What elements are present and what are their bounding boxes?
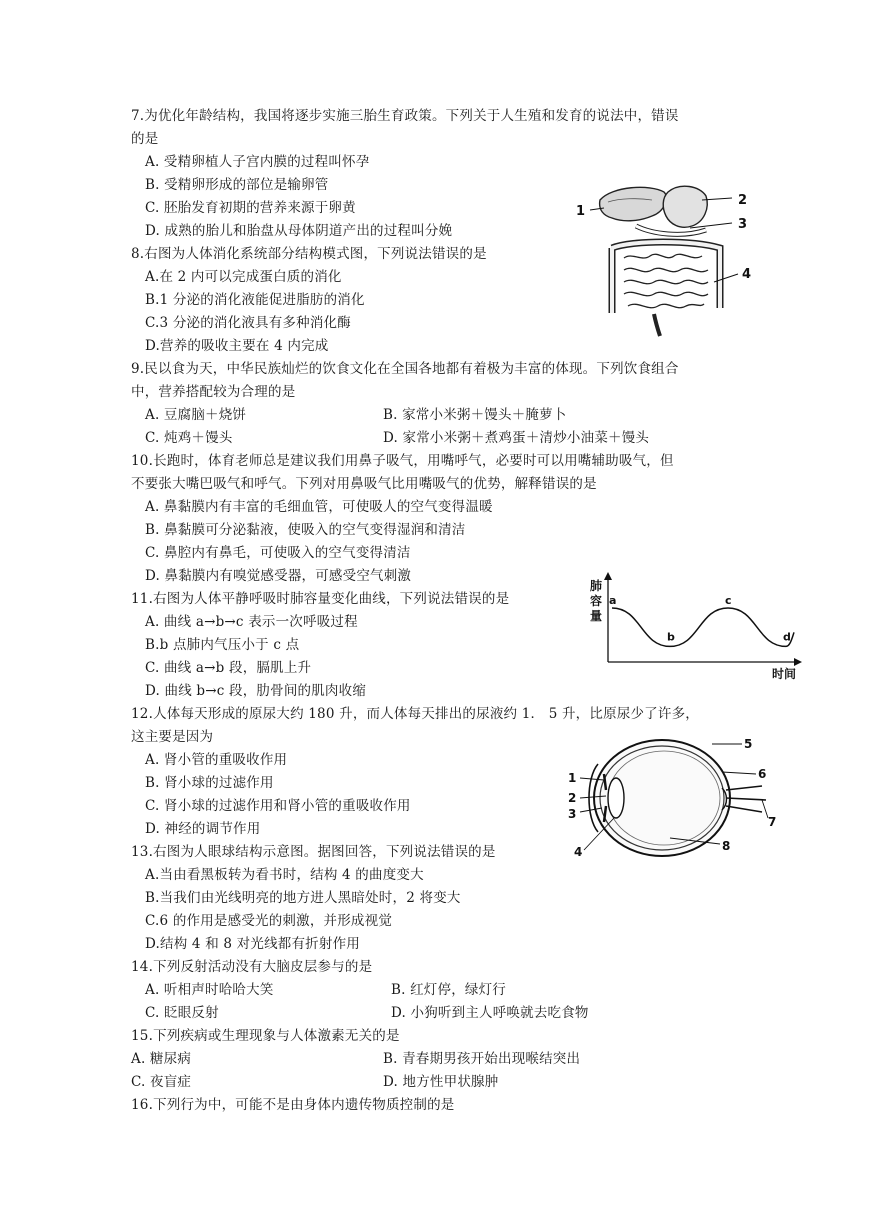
question-15-stem: 15.下列疾病或生理现象与人体激素无关的是 <box>131 1028 400 1044</box>
question-7-option-d: D. 成熟的胎儿和胎盘从母体阴道产出的过程叫分娩 <box>145 223 453 239</box>
question-10-option-a: A. 鼻黏膜内有丰富的毛细血管，可使吸人的空气变得温暖 <box>145 499 493 515</box>
question-10-stem-line-2: 不要张大嘴巴吸气和呼气。下列对用鼻吸气比用嘴吸气的优势，解释错误的是 <box>131 476 597 492</box>
chart-ylabel-char-2: 容 <box>590 594 603 608</box>
question-13-option-b: B.当我们由光线明亮的地方进人黑暗处时，2 将变大 <box>145 890 461 906</box>
digestive-label-3: 3 <box>738 217 748 232</box>
eye-label-7: 7 <box>768 815 777 829</box>
question-7-option-b: B. 受精卵形成的部位是输卵管 <box>145 177 329 193</box>
question-8-option-d: D.营养的吸收主要在 4 内完成 <box>145 338 329 354</box>
lung-capacity-curve <box>612 608 794 646</box>
question-13-stem: 13.右图为人眼球结构示意图。据图回答，下列说法错误的是 <box>131 844 496 860</box>
question-13-option-d: D.结构 4 和 8 对光线都有折射作用 <box>145 936 360 952</box>
question-11-stem: 11.右图为人体平静呼吸时肺容量变化曲线，下列说法错误的是 <box>131 591 510 607</box>
question-7-stem-line-2: 的是 <box>131 131 159 147</box>
question-14-option-c: C. 眨眼反射 <box>145 1005 219 1021</box>
question-10-option-c: C. 鼻腔内有鼻毛，可使吸入的空气变得清洁 <box>145 545 411 561</box>
digestive-label-2: 2 <box>738 193 748 208</box>
question-7-stem-line-1: 7.为优化年龄结构，我国将逐步实施三胎生育政策。下列关于人生殖和发育的说法中，错误 <box>131 108 679 124</box>
lung-capacity-chart-svg <box>586 570 808 682</box>
question-10-stem-line-1: 10.长跑时，体育老师总是建议我们用鼻子吸气，用嘴呼气，必要时可以用嘴辅助吸气，但 <box>131 453 674 469</box>
question-15-option-a: A. 糖尿病 <box>131 1051 192 1067</box>
chart-point-label-a: a <box>609 594 617 607</box>
question-14-option-d: D. 小狗听到主人呼唤就去吃食物 <box>391 1005 589 1021</box>
question-13-option-a: A.当由看黑板转为看书时，结构 4 的曲度变大 <box>145 867 424 883</box>
question-14-stem: 14.下列反射活动没有大脑皮层参与的是 <box>131 959 373 975</box>
question-12-option-a: A. 肾小管的重吸收作用 <box>145 752 288 768</box>
question-15-option-d: D. 地方性甲状腺肿 <box>383 1074 499 1090</box>
question-11-option-d: D. 曲线 b→c 段，肋骨间的肌肉收缩 <box>145 683 367 699</box>
question-11-option-b: B.b 点肺内气压小于 c 点 <box>145 637 300 653</box>
question-11-option-c: C. 曲线 a→b 段，膈肌上升 <box>145 660 312 676</box>
chart-ylabel-char-1: 肺 <box>590 579 603 593</box>
question-9-option-b: B. 家常小米粥＋馒头＋腌萝卜 <box>383 407 567 423</box>
digestive-system-drawing <box>572 178 772 340</box>
chart-point-label-b: b <box>667 630 675 644</box>
question-13-option-c: C.6 的作用是感受光的刺激，并形成视觉 <box>145 913 393 929</box>
eye-label-4: 4 <box>574 845 583 859</box>
question-8-option-b: B.1 分泌的消化液能促进脂肪的消化 <box>145 292 365 308</box>
question-11-option-a: A. 曲线 a→b→c 表示一次呼吸过程 <box>145 614 358 630</box>
question-7-option-a: A. 受精卵植人子宫内膜的过程叫怀孕 <box>145 154 370 170</box>
question-9-option-c: C. 炖鸡＋馒头 <box>145 430 233 446</box>
digestive-system-figure <box>572 178 772 340</box>
eye-label-1: 1 <box>568 771 577 785</box>
question-14-option-b: B. 红灯停，绿灯行 <box>391 982 507 998</box>
lung-capacity-chart <box>586 570 808 682</box>
question-12-stem-line-2: 这主要是因为 <box>131 729 214 745</box>
chart-xlabel: 时间 <box>772 667 797 681</box>
question-8-option-a: A.在 2 内可以完成蛋白质的消化 <box>145 269 342 285</box>
question-10-option-b: B. 鼻黏膜可分泌黏液，使吸入的空气变得湿润和清洁 <box>145 522 466 538</box>
question-9-option-d: D. 家常小米粥＋煮鸡蛋＋清炒小油菜＋馒头 <box>383 430 650 446</box>
chart-ylabel-char-3: 量 <box>590 609 603 623</box>
eye-structure-figure <box>562 734 784 862</box>
eye-label-8: 8 <box>722 839 731 853</box>
question-8-option-c: C.3 分泌的消化液具有多种消化酶 <box>145 315 351 331</box>
question-9-option-a: A. 豆腐脑＋烧饼 <box>145 407 247 423</box>
eye-label-2: 2 <box>568 791 577 805</box>
chart-point-label-d: d <box>783 630 791 644</box>
eye-label-5: 5 <box>744 737 753 751</box>
question-12-stem-line-1: 12.人体每天形成的原尿大约 180 升，而人体每天排出的尿液约 1． 5 升，比原尿少了许多， <box>131 706 699 722</box>
question-12-option-d: D. 神经的调节作用 <box>145 821 261 837</box>
digestive-label-4: 4 <box>742 267 752 282</box>
question-10-option-d: D. 鼻黏膜内有嗅觉感受器，可感受空气刺激 <box>145 568 412 584</box>
question-12-option-c: C. 肾小球的过滤作用和肾小管的重吸收作用 <box>145 798 411 814</box>
question-7-option-c: C. 胚胎发育初期的营养来源于卵黄 <box>145 200 356 216</box>
question-9-stem-line-2: 中，营养搭配较为合理的是 <box>131 384 296 400</box>
question-15-option-c: C. 夜盲症 <box>131 1074 192 1090</box>
eye-structure-drawing <box>562 734 784 862</box>
question-8-stem: 8.右图为人体消化系统部分结构模式图，下列说法错误的是 <box>131 246 487 262</box>
question-14-option-a: A. 听相声时哈哈大笑 <box>145 982 274 998</box>
question-12-option-b: B. 肾小球的过滤作用 <box>145 775 274 791</box>
eye-label-3: 3 <box>568 807 577 821</box>
question-15-option-b: B. 青春期男孩开始出现喉结突出 <box>383 1051 581 1067</box>
question-16-stem: 16.下列行为中，可能不是由身体内遗传物质控制的是 <box>131 1097 455 1113</box>
digestive-label-1: 1 <box>576 204 586 219</box>
chart-point-label-c: c <box>725 594 732 607</box>
eye-label-6: 6 <box>758 767 767 781</box>
question-9-stem-line-1: 9.民以食为天，中华民族灿烂的饮食文化在全国各地都有着极为丰富的体现。下列饮食组合 <box>131 361 679 377</box>
